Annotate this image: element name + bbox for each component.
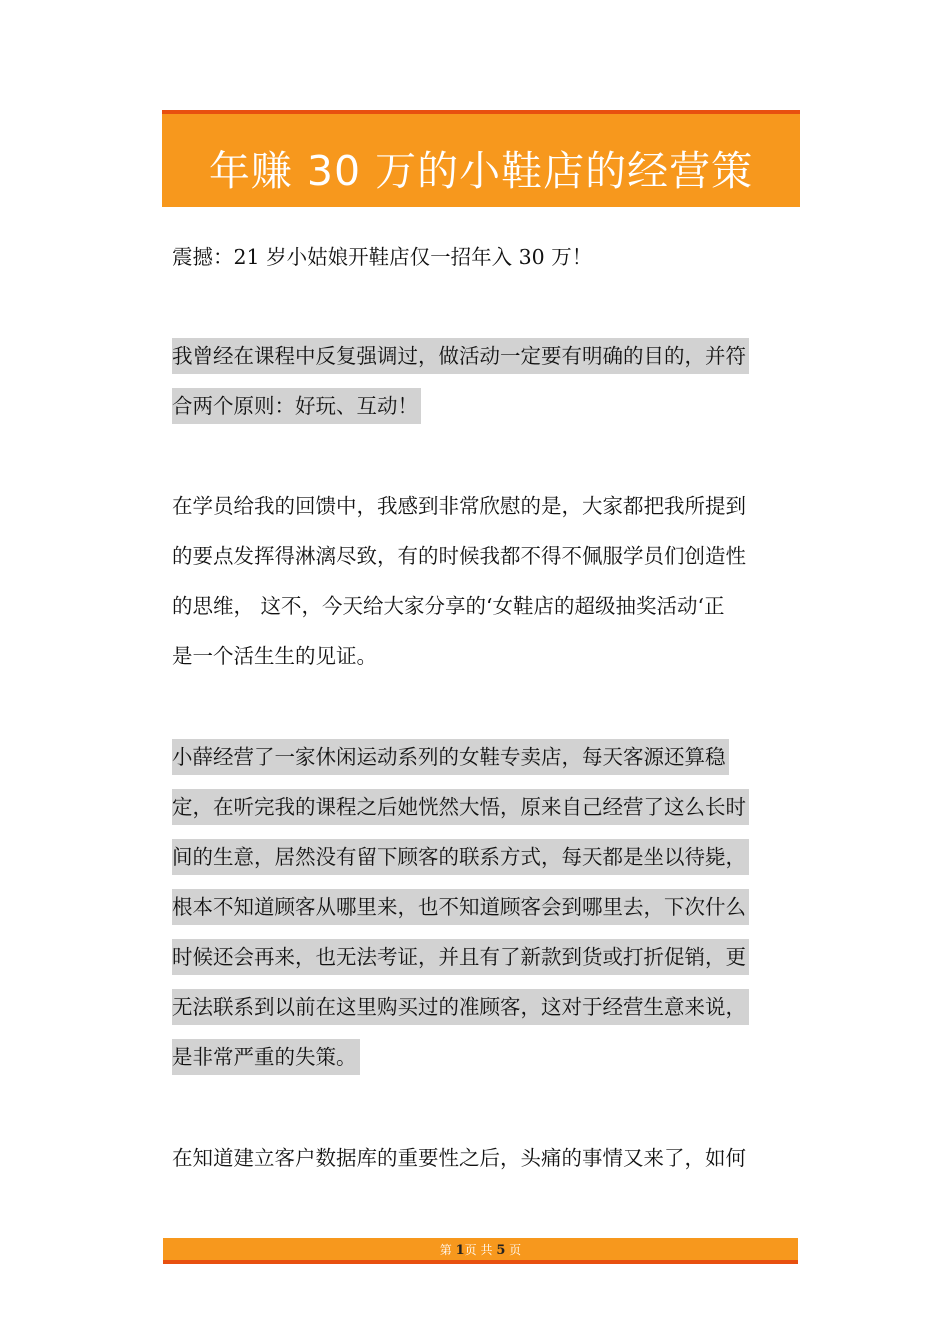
text-line bbox=[172, 381, 792, 431]
text-line bbox=[172, 1133, 792, 1183]
text-line bbox=[172, 982, 792, 1032]
text-line-content: 定，在听完我的课程之后她恍然大悟，原来自己经营了这么长时 bbox=[172, 789, 749, 825]
text-line-content: 间的生意，居然没有留下顾客的联系方式，每天都是坐以待毙， bbox=[172, 839, 749, 875]
text-line-content: 无法联系到以前在这里购买过的准顾客，这对于经营生意来说， bbox=[172, 989, 749, 1025]
title-banner bbox=[162, 110, 800, 207]
text-line bbox=[172, 732, 792, 782]
text-line bbox=[172, 932, 792, 982]
text-line bbox=[172, 232, 792, 282]
text-line-content: 震撼：21 岁小姑娘开鞋店仅一招年入 30 万！ bbox=[172, 245, 593, 269]
text-line-content: 根本不知道顾客从哪里来，也不知道顾客会到哪里去，下次什么 bbox=[172, 889, 749, 925]
text-line bbox=[172, 331, 792, 381]
footer-prefix: 第 bbox=[439, 1243, 456, 1257]
text-line-content: 合两个原则：好玩、互动！ bbox=[172, 388, 421, 424]
text-line-content: 时候还会再来，也无法考证，并且有了新款到货或打折促销，更 bbox=[172, 939, 749, 975]
page-title: 年赚 30 万的小鞋店的经营策 bbox=[208, 147, 754, 195]
text-line-content: 的思维， 这不，今天给大家分享的‘女鞋店的超级抽奖活动‘正 bbox=[172, 594, 725, 618]
current-page-number: 1 bbox=[455, 1243, 465, 1258]
text-line bbox=[172, 782, 792, 832]
paragraph-feedback bbox=[172, 481, 792, 681]
page-number-label bbox=[163, 1241, 798, 1258]
text-line bbox=[172, 531, 792, 581]
text-line bbox=[172, 832, 792, 882]
text-line-content: 我曾经在课程中反复强调过，做活动一定要有明确的目的，并符 bbox=[172, 338, 749, 374]
paragraph-headline bbox=[172, 232, 792, 282]
text-line bbox=[172, 581, 792, 631]
text-line bbox=[172, 631, 792, 681]
total-page-number: 5 bbox=[496, 1243, 506, 1258]
footer-suffix: 页 bbox=[505, 1243, 522, 1257]
text-line-content: 是非常严重的失策。 bbox=[172, 1039, 360, 1075]
footer-middle: 页 共 bbox=[464, 1243, 497, 1257]
text-line-content: 小薛经营了一家休闲运动系列的女鞋专卖店，每天客源还算稳 bbox=[172, 739, 729, 775]
text-line-content: 在学员给我的回馈中，我感到非常欣慰的是，大家都把我所提到 bbox=[172, 494, 746, 518]
paragraph-highlighted-story bbox=[172, 732, 792, 1082]
text-line bbox=[172, 1032, 792, 1082]
page-footer bbox=[163, 1238, 798, 1264]
text-line-content: 的要点发挥得淋漓尽致，有的时候我都不得不佩服学员们创造性 bbox=[172, 544, 746, 568]
text-line-content: 在知道建立客户数据库的重要性之后，头痛的事情又来了，如何 bbox=[172, 1146, 746, 1170]
text-line bbox=[172, 481, 792, 531]
paragraph-highlighted-principles bbox=[172, 331, 792, 431]
text-line-content: 是一个活生生的见证。 bbox=[172, 644, 377, 668]
paragraph-database bbox=[172, 1133, 792, 1183]
text-line bbox=[172, 882, 792, 932]
